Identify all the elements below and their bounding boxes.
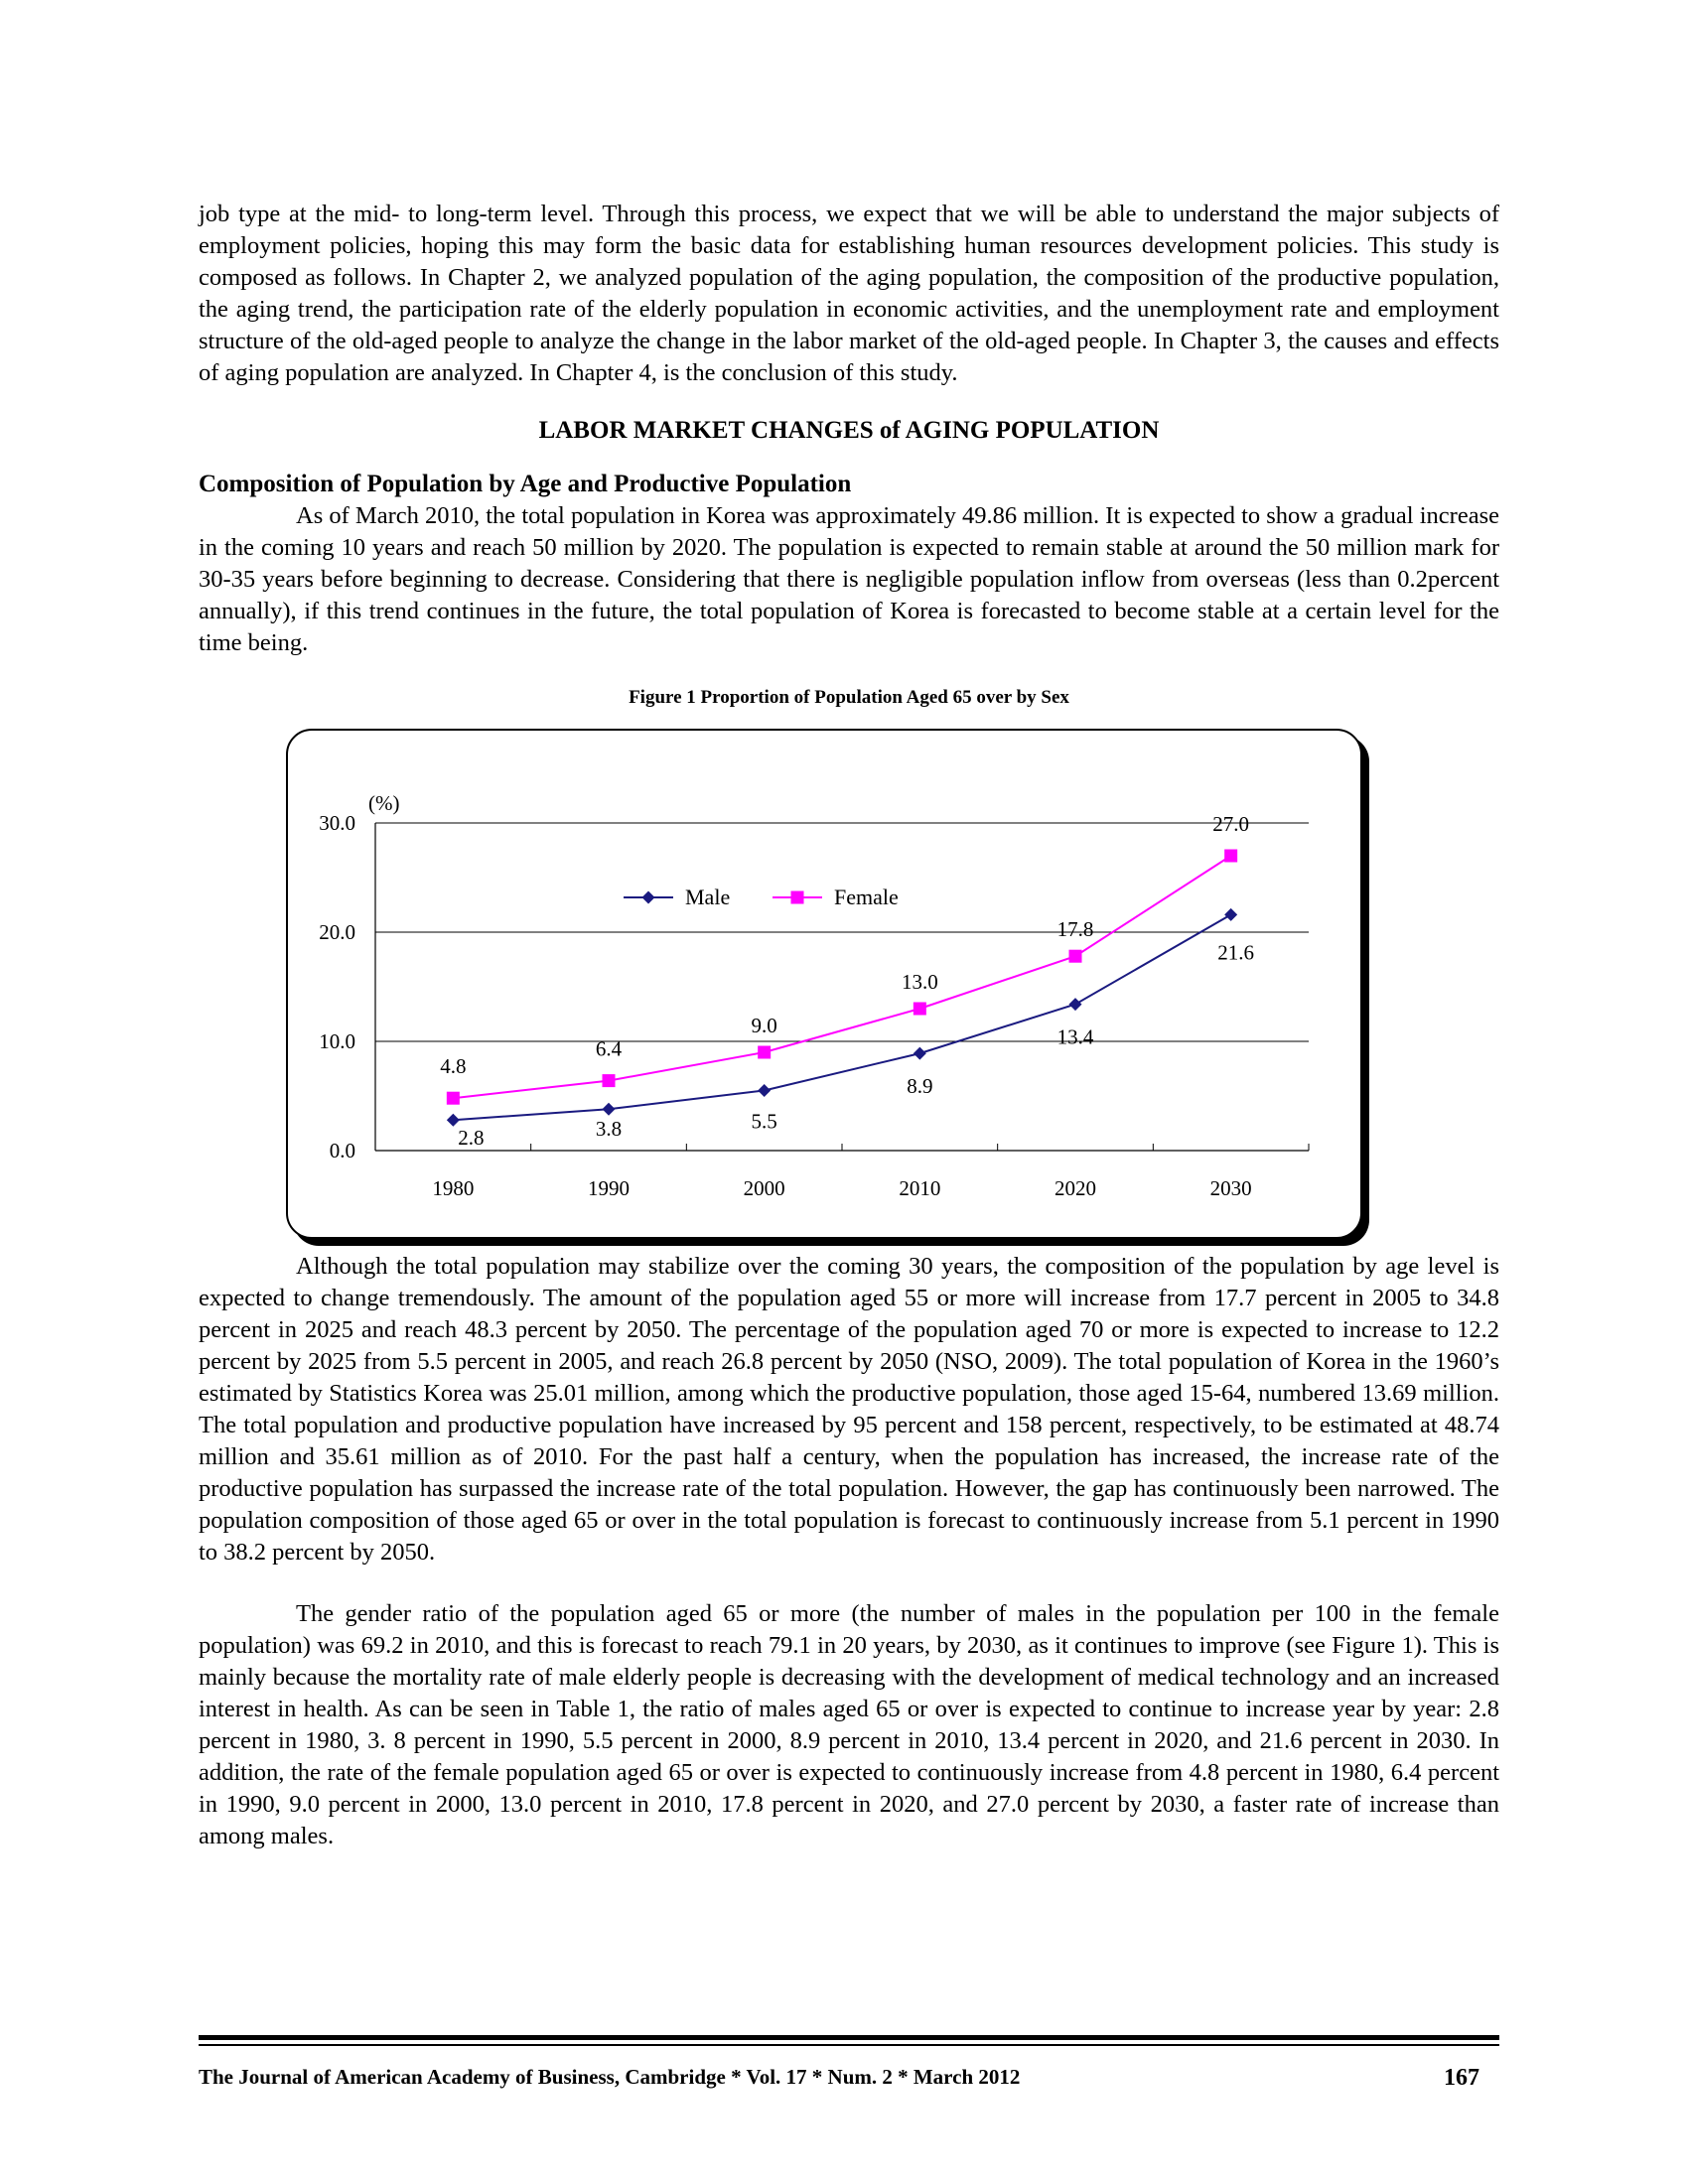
- y-tick-label: 10.0: [319, 1029, 355, 1053]
- data-label-male: 2.8: [458, 1126, 485, 1151]
- data-point-male: [758, 1084, 771, 1097]
- figure-caption: Figure 1 Proportion of Population Aged 65 over by Sex: [629, 687, 1069, 708]
- data-point-male: [447, 1114, 460, 1127]
- page-content: [199, 199, 1499, 1852]
- data-label-male: 8.9: [907, 1074, 933, 1099]
- data-label-female: 27.0: [1212, 812, 1250, 836]
- data-point-male: [914, 1047, 926, 1060]
- journal-citation: The Journal of American Academy of Business, Cambridge * Vol. 17 * Num. 2 * March 2012: [199, 2065, 1021, 2089]
- y-tick-label: 20.0: [319, 920, 355, 944]
- data-label-male: 21.6: [1217, 940, 1255, 965]
- legend-label-male: Male: [685, 885, 731, 909]
- legend-marker-male: [642, 891, 655, 904]
- paragraph-3: The gender ratio of the population aged 65 or more (the number of males in the population per 100 in the female population) was 69.2 in 2010, and this is forecast to reach 79.1 in 20 years, by 2030, as it continues to improve (see Figure 1). This is mainly because the mortality rate of male elderly people is decreasing with the development of medical technology and an increased interest in health. As can be seen in Table 1, the ratio of males aged 65 or over is expected to continue to increase year by year: 2.8 percent in 1980, 3. 8 percent in 1990, 5.5 percent in 2000, 8.9 percent in 2010, 13.4 percent in 2020, and 21.6 percent in 2030. In addition, the rate of the female population aged 65 or over is expected to continuously increase from 4.8 percent in 1980, 6.4 percent in 1990, 9.0 percent in 2000, 13.0 percent in 2010, 17.8 percent in 2020, and 27.0 percent by 2030, a faster rate of increase than among males.: [199, 1600, 1499, 1849]
- subsection-title: Composition of Population by Age and Productive Population: [199, 471, 852, 497]
- data-label-male: 13.4: [1056, 1024, 1094, 1049]
- section-title: LABOR MARKET CHANGES of AGING POPULATION: [538, 417, 1160, 444]
- data-point-male: [1224, 908, 1237, 921]
- data-label-male: 5.5: [751, 1109, 777, 1134]
- data-label-male: 3.8: [595, 1117, 623, 1142]
- x-tick-label: 1990: [588, 1176, 630, 1200]
- data-point-male: [603, 1103, 616, 1116]
- data-label-female: 17.8: [1056, 917, 1094, 942]
- x-tick-label: 1980: [432, 1176, 475, 1200]
- x-tick-label: 2030: [1209, 1176, 1252, 1200]
- y-tick-label: 0.0: [329, 1139, 355, 1162]
- footer-rule-thick: [199, 2035, 1499, 2040]
- footer-rule-thin: [199, 2044, 1499, 2046]
- data-point-female: [758, 1046, 771, 1059]
- data-label-female: 9.0: [751, 1014, 777, 1037]
- y-tick-label: 30.0: [319, 811, 355, 835]
- data-point-female: [1069, 950, 1082, 963]
- page-number: 167: [1444, 2065, 1479, 2091]
- x-tick-label: 2020: [1055, 1176, 1096, 1200]
- data-label-female: 13.0: [901, 970, 938, 994]
- legend-marker-female: [791, 891, 804, 904]
- data-label-female: 4.8: [440, 1054, 467, 1079]
- x-tick-label: 2000: [743, 1176, 785, 1200]
- data-label-female: 6.4: [595, 1036, 623, 1061]
- data-point-female: [447, 1092, 460, 1105]
- figure-1-chart: [286, 729, 1368, 1245]
- data-point-female: [1224, 850, 1237, 863]
- data-point-female: [914, 1003, 926, 1016]
- paragraph-2: Although the total population may stabilize over the coming 30 years, the composition of the population by age level is expected to change tremendously. The amount of the population aged 55 or more will increase from 17.7 percent in 2005 to 34.8 percent in 2025 and reach 48.3 percent by 2050. The percentage of the population aged 70 or more is expected to increase to 12.2 percent by 2025 from 5.5 percent in 2005, and reach 26.8 percent by 2050 (NSO, 2009). The total population of Korea in the 1960’s estimated by Statistics Korea was 25.01 million, among which the productive population, those aged 15-64, numbered 13.69 million. The total population and productive population have increased by 95 percent and 158 percent, respectively, to be estimated at 48.74 million and 35.61 million as of 2010. For the past half a century, when the population has increased, the increase rate of the productive population has surpassed the increase rate of the total population. However, the gap has continuously been narrowed. The population composition of those aged 65 or over in the total population is forecast to continuously increase from 5.1 percent in 1990 to 38.2 percent by 2050.: [199, 1253, 1499, 1566]
- y-axis-label: (%): [368, 791, 400, 815]
- data-point-male: [1069, 998, 1082, 1011]
- series-line-male: [453, 914, 1230, 1120]
- data-point-female: [603, 1074, 616, 1087]
- line-chart-svg: [286, 729, 1368, 1245]
- intro-paragraph: job type at the mid- to long-term level. Through this process, we expect that we will be able to understand the major subjects of employment policies, hoping this may form the basic data for establishing human resources development policies. This study is composed as follows. In Chapter 2, we analyzed population of the aging population, the composition of the productive population, the aging trend, the participation rate of the elderly population in economic activities, and the unemployment rate and employment structure of the old-aged people to analyze the change in the labor market of the old-aged people. In Chapter 3, the causes and effects of aging population are analyzed. In Chapter 4, is the conclusion of this study.: [199, 201, 1499, 386]
- paragraph-1: As of March 2010, the total population in Korea was approximately 49.86 million. It is expected to show a gradual increase in the coming 10 years and reach 50 million by 2020. The population is expected to remain stable at around the 50 million mark for 30-35 years before beginning to decrease. Considering that there is negligible population inflow from overseas (less than 0.2percent annually), if this trend continues in the future, the total population of Korea is forecasted to become stable at a certain level for the time being.: [199, 502, 1499, 656]
- legend-label-female: Female: [834, 885, 899, 909]
- x-tick-label: 2010: [899, 1176, 941, 1200]
- page-footer: [199, 2065, 1479, 2092]
